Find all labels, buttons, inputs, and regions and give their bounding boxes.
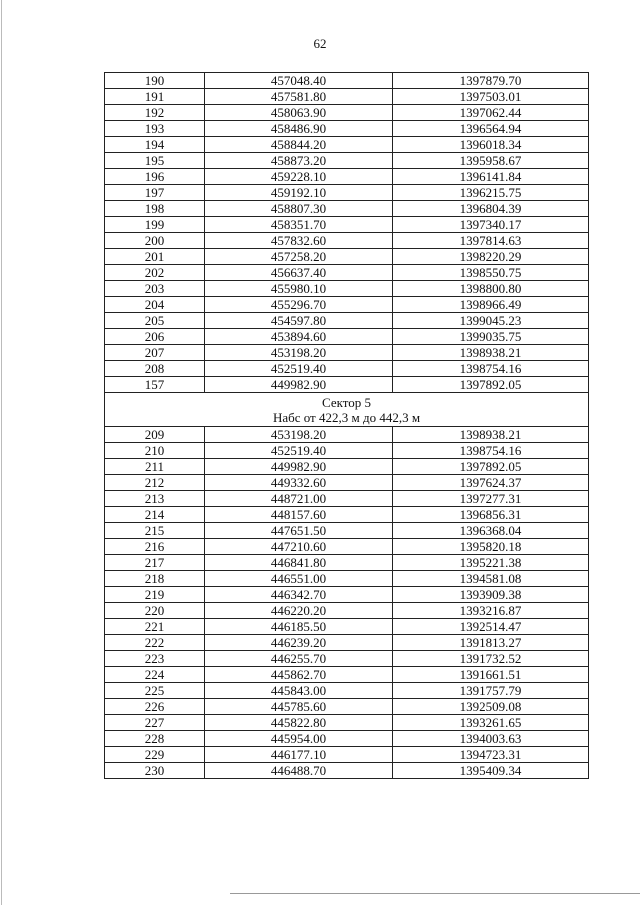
y-coordinate-cell: 1396856.31 [393,507,589,523]
y-coordinate-cell: 1398938.21 [393,345,589,361]
point-number-cell: 200 [105,233,205,249]
y-coordinate-cell: 1391757.79 [393,683,589,699]
y-coordinate-cell: 1396564.94 [393,121,589,137]
x-coordinate-cell: 457048.40 [205,73,393,89]
x-coordinate-cell: 458807.30 [205,201,393,217]
y-coordinate-cell: 1395820.18 [393,539,589,555]
point-number-cell: 204 [105,297,205,313]
table-row [105,555,589,571]
x-coordinate-cell: 456637.40 [205,265,393,281]
table-row [105,73,589,89]
sector-header-row [105,393,589,427]
x-coordinate-cell: 453198.20 [205,345,393,361]
x-coordinate-cell: 447210.60 [205,539,393,555]
point-number-cell: 206 [105,329,205,345]
point-number-cell: 211 [105,459,205,475]
sector-title: Сектор 5 [321,394,371,410]
table-row [105,281,589,297]
x-coordinate-cell: 446177.10 [205,747,393,763]
y-coordinate-cell: 1397062.44 [393,105,589,121]
x-coordinate-cell: 458873.20 [205,153,393,169]
y-coordinate-cell: 1399045.23 [393,313,589,329]
point-number-cell: 197 [105,185,205,201]
table-row [105,635,589,651]
x-coordinate-cell: 445954.00 [205,731,393,747]
table-row [105,491,589,507]
page-bottom-line [230,893,640,894]
point-number-cell: 191 [105,89,205,105]
y-coordinate-cell: 1396804.39 [393,201,589,217]
table-row [105,539,589,555]
coordinates-section-1 [105,73,589,393]
x-coordinate-cell: 449332.60 [205,475,393,491]
y-coordinate-cell: 1394581.08 [393,571,589,587]
table-row [105,475,589,491]
page-number: 62 [313,36,327,51]
table-row [105,217,589,233]
x-coordinate-cell: 452519.40 [205,443,393,459]
table-row [105,731,589,747]
x-coordinate-cell: 457258.20 [205,249,393,265]
x-coordinate-cell: 446220.20 [205,603,393,619]
y-coordinate-cell: 1398550.75 [393,265,589,281]
x-coordinate-cell: 452519.40 [205,361,393,377]
y-coordinate-cell: 1398754.16 [393,361,589,377]
point-number-cell: 205 [105,313,205,329]
table-row [105,427,589,443]
table-row [105,443,589,459]
point-number-cell: 222 [105,635,205,651]
x-coordinate-cell: 458063.90 [205,105,393,121]
table-row [105,587,589,603]
table-row [105,667,589,683]
x-coordinate-cell: 446342.70 [205,587,393,603]
table-row [105,249,589,265]
point-number-cell: 196 [105,169,205,185]
y-coordinate-cell: 1397892.05 [393,459,589,475]
point-number-cell: 194 [105,137,205,153]
point-number-cell: 202 [105,265,205,281]
y-coordinate-cell: 1393261.65 [393,715,589,731]
page-edge [1,0,2,905]
point-number-cell: 228 [105,731,205,747]
x-coordinate-cell: 449982.90 [205,459,393,475]
table-row [105,185,589,201]
table-row [105,651,589,667]
y-coordinate-cell: 1391661.51 [393,667,589,683]
x-coordinate-cell: 445822.80 [205,715,393,731]
point-number-cell: 227 [105,715,205,731]
point-number-cell: 207 [105,345,205,361]
y-coordinate-cell: 1393909.38 [393,587,589,603]
x-coordinate-cell: 445785.60 [205,699,393,715]
x-coordinate-cell: 446551.00 [205,571,393,587]
point-number-cell: 208 [105,361,205,377]
point-number-cell: 214 [105,507,205,523]
point-number-cell: 225 [105,683,205,699]
table-row [105,137,589,153]
x-coordinate-cell: 458486.90 [205,121,393,137]
y-coordinate-cell: 1393216.87 [393,603,589,619]
point-number-cell: 215 [105,523,205,539]
x-coordinate-cell: 449982.90 [205,377,393,393]
table-row [105,683,589,699]
table-row [105,763,589,779]
point-number-cell: 219 [105,587,205,603]
x-coordinate-cell: 453198.20 [205,427,393,443]
table-row [105,345,589,361]
x-coordinate-cell: 445862.70 [205,667,393,683]
point-number-cell: 230 [105,763,205,779]
y-coordinate-cell: 1395409.34 [393,763,589,779]
y-coordinate-cell: 1391813.27 [393,635,589,651]
x-coordinate-cell: 459228.10 [205,169,393,185]
x-coordinate-cell: 446255.70 [205,651,393,667]
table-row [105,361,589,377]
point-number-cell: 218 [105,571,205,587]
point-number-cell: 216 [105,539,205,555]
point-number-cell: 220 [105,603,205,619]
point-number-cell: 192 [105,105,205,121]
table-row [105,747,589,763]
y-coordinate-cell: 1396368.04 [393,523,589,539]
point-number-cell: 209 [105,427,205,443]
y-coordinate-cell: 1399035.75 [393,329,589,345]
x-coordinate-cell: 455296.70 [205,297,393,313]
table-row [105,377,589,393]
point-number-cell: 217 [105,555,205,571]
coordinates-table [104,72,589,779]
y-coordinate-cell: 1398220.29 [393,249,589,265]
y-coordinate-cell: 1396018.34 [393,137,589,153]
x-coordinate-cell: 446239.20 [205,635,393,651]
y-coordinate-cell: 1391732.52 [393,651,589,667]
point-number-cell: 203 [105,281,205,297]
point-number-cell: 201 [105,249,205,265]
table-row [105,201,589,217]
x-coordinate-cell: 448721.00 [205,491,393,507]
y-coordinate-cell: 1397624.37 [393,475,589,491]
x-coordinate-cell: 457832.60 [205,233,393,249]
table-row [105,699,589,715]
x-coordinate-cell: 448157.60 [205,507,393,523]
y-coordinate-cell: 1396215.75 [393,185,589,201]
table-row [105,169,589,185]
table-row [105,507,589,523]
y-coordinate-cell: 1397892.05 [393,377,589,393]
sector-header [105,393,589,427]
x-coordinate-cell: 458844.20 [205,137,393,153]
y-coordinate-cell: 1395221.38 [393,555,589,571]
sector-height-range: Набс от 422,3 м до 442,3 м [272,409,421,425]
point-number-cell: 212 [105,475,205,491]
coordinates-section-2 [105,427,589,779]
point-number-cell: 224 [105,667,205,683]
y-coordinate-cell: 1396141.84 [393,169,589,185]
x-coordinate-cell: 446185.50 [205,619,393,635]
point-number-cell: 195 [105,153,205,169]
x-coordinate-cell: 447651.50 [205,523,393,539]
point-number-cell: 223 [105,651,205,667]
x-coordinate-cell: 446488.70 [205,763,393,779]
y-coordinate-cell: 1398754.16 [393,443,589,459]
y-coordinate-cell: 1397503.01 [393,89,589,105]
table-row [105,265,589,281]
table-row [105,297,589,313]
table-row [105,329,589,345]
table-row [105,313,589,329]
y-coordinate-cell: 1395958.67 [393,153,589,169]
table-row [105,89,589,105]
point-number-cell: 190 [105,73,205,89]
sector-header-group [105,393,589,427]
table-row [105,619,589,635]
y-coordinate-cell: 1397879.70 [393,73,589,89]
x-coordinate-cell: 446841.80 [205,555,393,571]
table-row [105,603,589,619]
x-coordinate-cell: 454597.80 [205,313,393,329]
y-coordinate-cell: 1397340.17 [393,217,589,233]
x-coordinate-cell: 459192.10 [205,185,393,201]
x-coordinate-cell: 445843.00 [205,683,393,699]
table-row [105,121,589,137]
table-row [105,523,589,539]
x-coordinate-cell: 455980.10 [205,281,393,297]
table-row [105,459,589,475]
y-coordinate-cell: 1398800.80 [393,281,589,297]
x-coordinate-cell: 457581.80 [205,89,393,105]
point-number-cell: 157 [105,377,205,393]
y-coordinate-cell: 1398966.49 [393,297,589,313]
y-coordinate-cell: 1392509.08 [393,699,589,715]
table-row [105,153,589,169]
point-number-cell: 198 [105,201,205,217]
point-number-cell: 213 [105,491,205,507]
y-coordinate-cell: 1398938.21 [393,427,589,443]
point-number-cell: 193 [105,121,205,137]
table-row [105,571,589,587]
table-row [105,715,589,731]
y-coordinate-cell: 1392514.47 [393,619,589,635]
y-coordinate-cell: 1397814.63 [393,233,589,249]
x-coordinate-cell: 458351.70 [205,217,393,233]
y-coordinate-cell: 1394723.31 [393,747,589,763]
point-number-cell: 199 [105,217,205,233]
y-coordinate-cell: 1397277.31 [393,491,589,507]
y-coordinate-cell: 1394003.63 [393,731,589,747]
x-coordinate-cell: 453894.60 [205,329,393,345]
point-number-cell: 210 [105,443,205,459]
point-number-cell: 226 [105,699,205,715]
point-number-cell: 229 [105,747,205,763]
table-row [105,233,589,249]
point-number-cell: 221 [105,619,205,635]
table-row [105,105,589,121]
